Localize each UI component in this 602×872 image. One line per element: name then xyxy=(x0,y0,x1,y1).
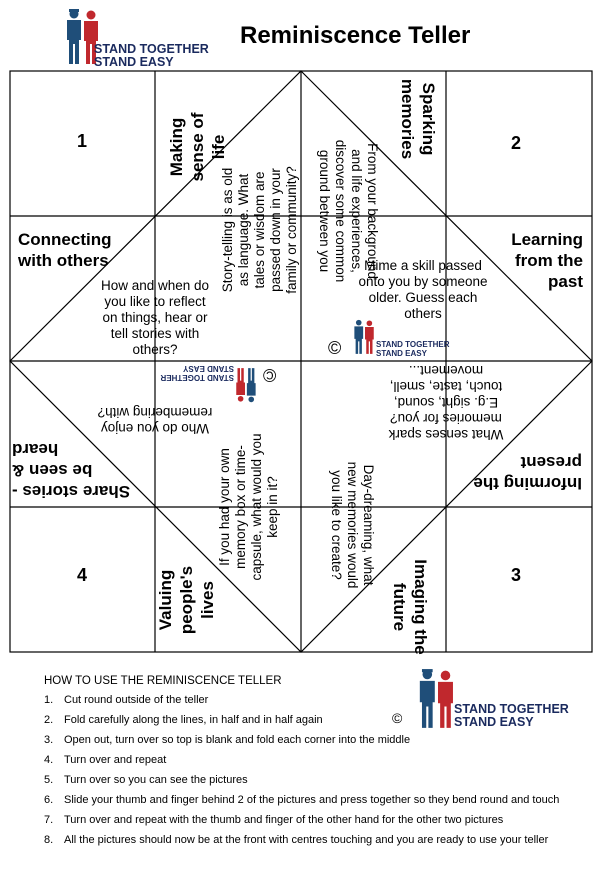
instruction-step: 2. Fold carefully along the lines, in half and in half again xyxy=(44,714,323,726)
logo-text-line2: STAND EASY xyxy=(183,364,234,373)
question-mime: Mime a skill passed onto you by someone older. Guess each others xyxy=(358,258,488,321)
teller-logo-right xyxy=(350,318,460,356)
logo-text-line2: STAND EASY xyxy=(376,349,427,358)
question-storytelling: Story-telling is as old as language. What tales or wisdom are passed down in your family or community? xyxy=(220,166,299,294)
instructions-title: HOW TO USE THE REMINISCENCE TELLER xyxy=(44,675,282,687)
instruction-step: 1. Cut round outside of the teller xyxy=(44,694,209,706)
instruction-step: 6. Slide your thumb and finger behind 2 of the pictures and press together so they bend round and touch xyxy=(44,794,560,806)
corner-number-4: 4 xyxy=(77,565,88,585)
copyright-symbol: © xyxy=(328,338,342,358)
copyright-symbol: © xyxy=(263,365,277,385)
corner-number-1: 1 xyxy=(77,131,88,151)
copyright-symbol: © xyxy=(392,710,403,726)
question-daydreaming: Day-dreaming, what new memories would you like to create? xyxy=(329,461,376,589)
instruction-step: 7. Turn over and repeat with the thumb and finger of the other hand for the other two pictures xyxy=(44,814,504,826)
heading-informing: Informing the present xyxy=(473,453,582,493)
instruction-step: 5. Turn over so you can see the pictures xyxy=(44,774,248,786)
page-title: Reminiscence Teller xyxy=(240,22,471,49)
instruction-step: 4. Turn over and repeat xyxy=(44,754,167,766)
question-enjoy: Who do you enjoy remembering with? xyxy=(97,405,213,436)
logo-text-line1: STAND TOGETHER xyxy=(94,42,209,56)
logo-text-line1: STAND TOGETHER xyxy=(160,373,234,382)
logo-text-line2: STAND EASY xyxy=(454,715,534,729)
corner-number-2: 2 xyxy=(511,133,522,153)
question-senses: What senses spark memories for you? E.g. sight, sound, touch, taste, smell, movement... xyxy=(388,363,504,442)
teller-logo-left xyxy=(150,366,260,404)
question-memory-box: If you had your own memory box or time-capsule, what would you keep in it? xyxy=(217,433,280,581)
logo-text-line2: STAND EASY xyxy=(94,55,174,69)
heading-making-sense: Making sense of life xyxy=(167,112,228,182)
heading-connecting: Connecting with others xyxy=(18,230,112,270)
heading-sparking-memories: Sparking memories xyxy=(398,78,438,160)
corner-number-3: 3 xyxy=(511,565,522,585)
logo-text-line1: STAND TOGETHER xyxy=(376,340,450,349)
instruction-step: 3. Open out, turn over so top is blank and fold each corner into the middle xyxy=(44,734,411,746)
question-background: From your background and life experiences, discover some common ground between you xyxy=(317,139,380,283)
footer-logo xyxy=(412,668,582,730)
logo-text-line1: STAND TOGETHER xyxy=(454,702,569,716)
figures-logo-icon xyxy=(230,366,260,404)
heading-share-stories: Share stories - be seen & heard xyxy=(12,440,131,501)
question-reflect: How and when do you like to reflect on things, hear or tell stories with others? xyxy=(100,278,210,357)
instruction-step: 8. All the pictures should now be at the front with centres touching and you are ready to use your teller xyxy=(44,834,549,846)
heading-imaging: Imaging the future xyxy=(390,559,430,655)
heading-valuing: Valuing people's lives xyxy=(156,565,217,635)
heading-learning: Learning from the past xyxy=(511,230,583,291)
